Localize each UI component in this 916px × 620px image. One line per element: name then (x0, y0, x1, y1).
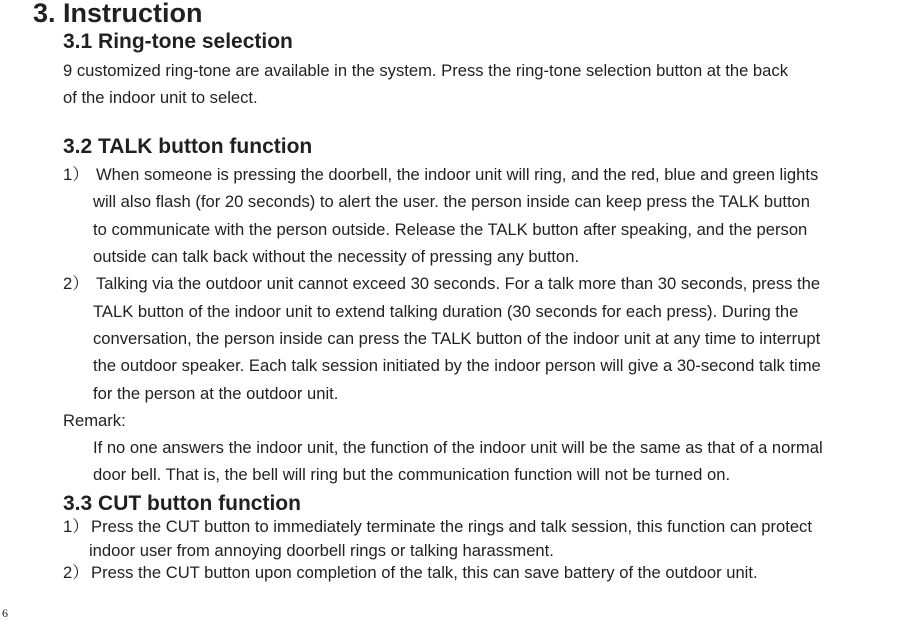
talk-item-line: for the person at the outdoor unit. (93, 384, 339, 403)
talk-item-line: to communicate with the person outside. Release the TALK button after speaking, and the person (93, 220, 808, 239)
list-item-number: 1） (63, 165, 89, 184)
talk-item-line: When someone is pressing the doorbell, the indoor unit will ring, and the red, blue and green lights (96, 165, 819, 184)
talk-item-line: the outdoor speaker. Each talk session initiated by the indoor person will give a 30-second talk time (93, 356, 821, 375)
section-heading-cut: 3.3 CUT button function (63, 492, 301, 515)
talk-item-line: will also flash (for 20 seconds) to alert the user. the person inside can keep press the TALK button (93, 192, 811, 211)
cut-item-line: Press the CUT button upon completion of the talk, this can save battery of the outdoor unit. (91, 563, 758, 582)
remark-label: Remark: (63, 411, 126, 430)
section-heading-talk: 3.2 TALK button function (63, 135, 313, 158)
page-number: 6 (2, 606, 8, 620)
page-title: 3. Instruction (33, 0, 203, 28)
remark-line: door bell. That is, the bell will ring but the communication function will not be turned on. (93, 465, 731, 484)
list-item-number: 2） (63, 274, 89, 293)
cut-item-line: indoor user from annoying doorbell rings or talking harassment. (89, 541, 554, 560)
list-item-number: 1） (63, 517, 89, 536)
talk-item-line: conversation, the person inside can press the TALK button of the indoor unit at any time to interrupt (93, 329, 821, 348)
ringtone-text-line: 9 customized ring-tone are available in the system. Press the ring-tone selection button at the back (63, 61, 788, 80)
talk-item-line: TALK button of the indoor unit to extend talking duration (30 seconds for each press). During the (93, 302, 799, 321)
talk-item-line: outside can talk back without the necessity of pressing any button. (93, 247, 580, 266)
ringtone-text-line: of the indoor unit to select. (63, 88, 258, 107)
section-heading-ringtone: 3.1 Ring-tone selection (63, 30, 293, 53)
list-item-number: 2） (63, 563, 89, 582)
cut-item-line: Press the CUT button to immediately terminate the rings and talk session, this function can protect (91, 517, 812, 536)
remark-line: If no one answers the indoor unit, the function of the indoor unit will be the same as that of a normal (93, 438, 823, 457)
talk-item-line: Talking via the outdoor unit cannot exceed 30 seconds. For a talk more than 30 seconds, press the (96, 274, 821, 293)
